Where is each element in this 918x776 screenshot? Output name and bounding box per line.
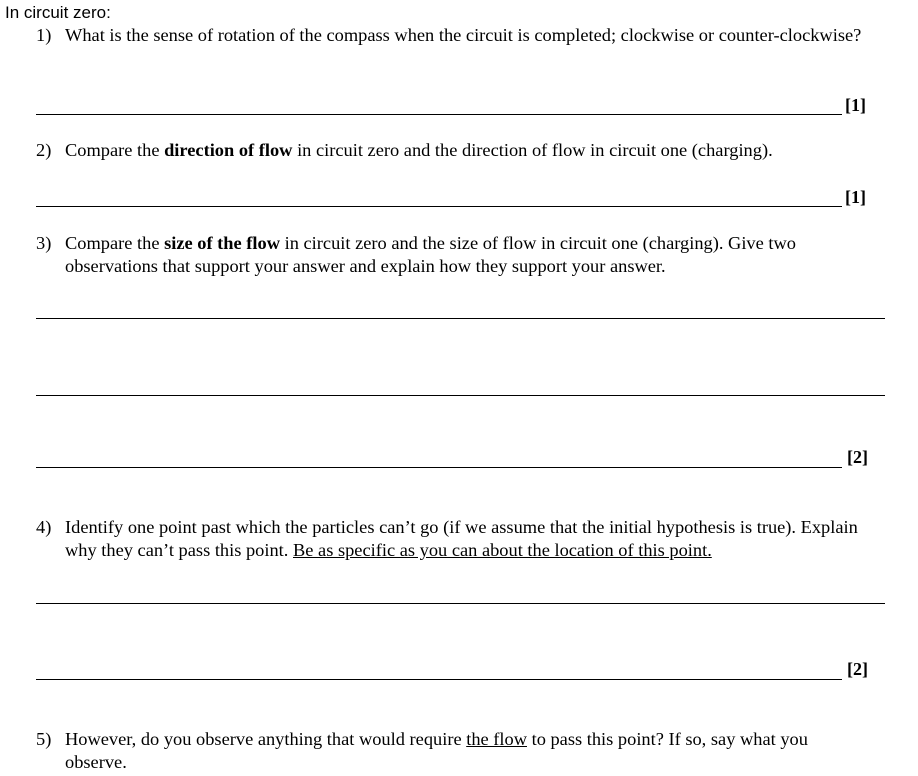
answer-line-4a[interactable]	[36, 603, 885, 604]
answer-line-4b[interactable]	[36, 679, 842, 680]
question-2-bold: direction of flow	[164, 140, 293, 160]
question-3-text-b: in circuit zero and the size of flow in circuit one (charging). Give two observations that support your answer and explain how they support your answer.	[65, 233, 796, 276]
question-1-mark: [1]	[845, 95, 866, 115]
question-1	[36, 24, 866, 47]
question-3-mark: [2]	[847, 447, 868, 467]
question-4	[36, 516, 866, 562]
question-3	[36, 232, 866, 278]
question-4-text	[65, 516, 866, 562]
question-1-number: 1)	[36, 25, 52, 45]
question-4-underlined: Be as specific as you can about the location of this point.	[293, 540, 712, 560]
question-4-text-a: Identify one point past which the particles can’t go (if we assume that the initial hypothesis is true). Explain why they can’t pass this point.	[65, 517, 858, 560]
question-5-text	[65, 728, 866, 774]
answer-line-2[interactable]	[36, 206, 842, 207]
section-heading: In circuit zero:	[5, 3, 111, 22]
question-3-bold: size of the flow	[164, 233, 281, 253]
question-2-mark: [1]	[845, 187, 866, 207]
question-2-text-a: Compare the	[65, 140, 165, 160]
answer-line-3a[interactable]	[36, 318, 885, 319]
question-1-text: What is the sense of rotation of the compass when the circuit is completed; clockwise or counter-clockwise?	[65, 25, 862, 45]
answer-line-3c[interactable]	[36, 467, 842, 468]
answer-line-1[interactable]	[36, 114, 842, 115]
question-3-number: 3)	[36, 233, 52, 253]
question-5-text-a: However, do you observe anything that would require	[65, 729, 467, 749]
question-5-text-b: to pass this point? If so, say what you observe.	[65, 729, 808, 772]
answer-line-3b[interactable]	[36, 395, 885, 396]
question-5-number: 5)	[36, 729, 52, 749]
question-2-text	[65, 139, 866, 162]
question-3-text	[65, 232, 866, 278]
question-3-text-a: Compare the	[65, 233, 165, 253]
question-4-number: 4)	[36, 517, 52, 537]
question-5	[36, 728, 866, 774]
question-2-text-b: in circuit zero and the direction of flow in circuit one (charging).	[292, 140, 773, 160]
question-5-underlined: the flow	[466, 729, 527, 749]
question-2	[36, 139, 866, 162]
question-4-mark: [2]	[847, 659, 868, 679]
question-2-number: 2)	[36, 140, 52, 160]
